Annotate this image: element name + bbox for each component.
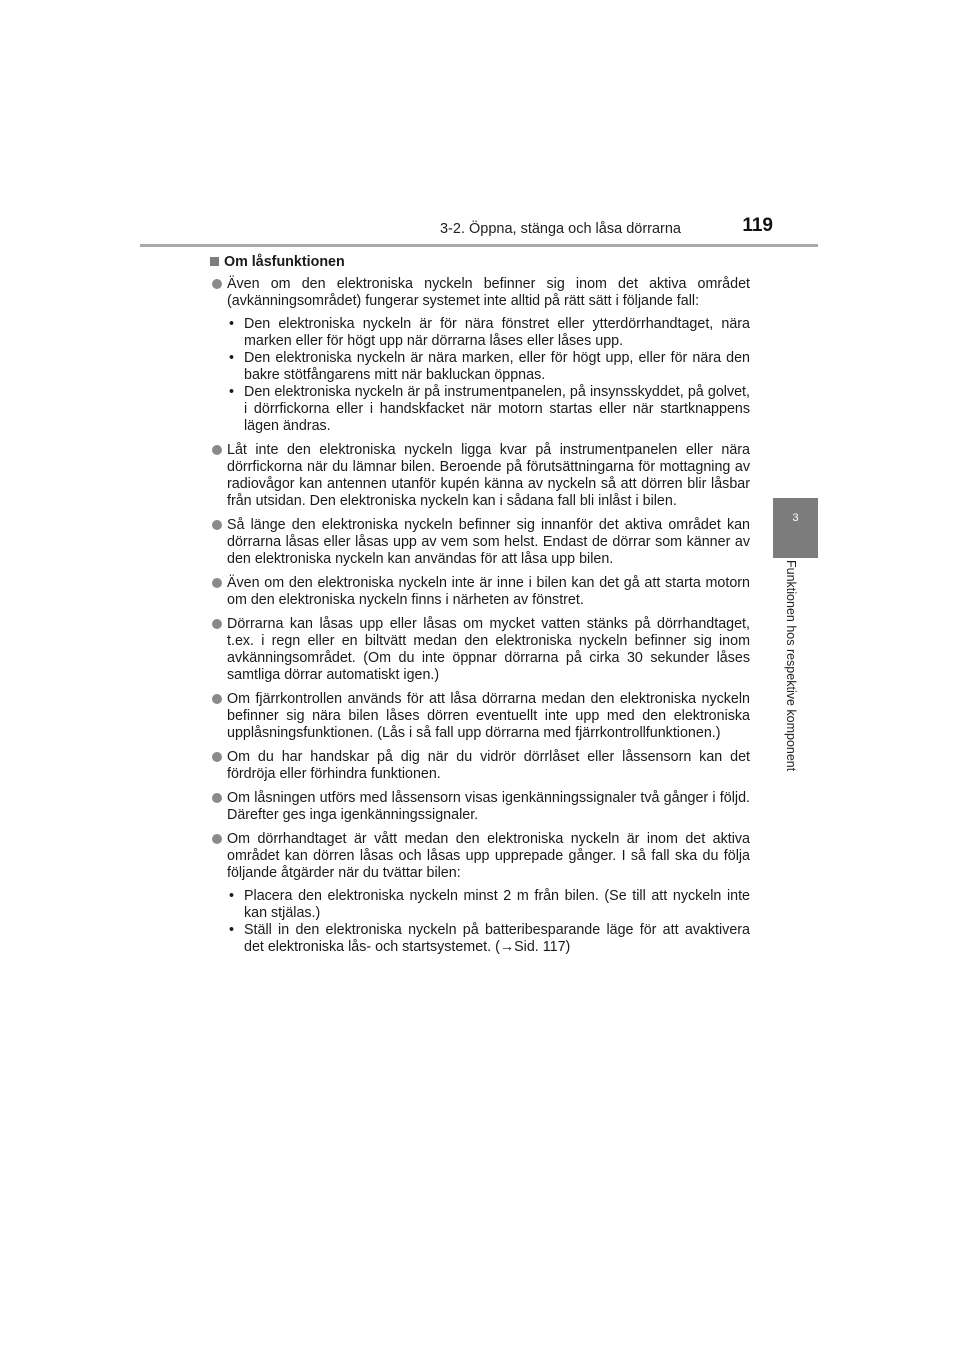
- square-bullet-icon: [210, 257, 219, 266]
- sub-list: [227, 888, 750, 956]
- list-item-text: Om du har handskar på dig när du vidrör dörrlåset eller låssensorn kan det fördröja eller förhindra funktionen.: [227, 749, 750, 782]
- header-divider: [140, 244, 818, 247]
- list-item: [210, 575, 750, 609]
- section-heading: [210, 254, 750, 271]
- list-item-text: Så länge den elektroniska nyckeln befinner sig innanför det aktiva området kan dörrarna låsas eller låsas upp av vem som helst. Endast de dörrar som känner av den elektroniska nyckeln kan användas för att låsa upp bilen.: [227, 517, 750, 567]
- list-item: [210, 276, 750, 435]
- sub-list-item: • Den elektroniska nyckeln är för nära fönstret eller ytterdörrhandtaget, nära marken eller för högt upp när dörrarna låses eller låses upp.: [227, 316, 750, 350]
- chapter-tab: [773, 498, 818, 558]
- list-item: [210, 616, 750, 684]
- list-item: [210, 749, 750, 783]
- list-item: [210, 790, 750, 824]
- circle-bullet-icon: [212, 578, 222, 588]
- circle-bullet-icon: [212, 752, 222, 762]
- circle-bullet-icon: [212, 694, 222, 704]
- list-item-text: Även om den elektroniska nyckeln inte är inne i bilen kan det gå att starta motorn om den elektroniska nyckeln finns i närheten av fönstret.: [227, 575, 750, 608]
- list-item: [210, 442, 750, 510]
- list-item-text: Även om den elektroniska nyckeln befinner sig inom det aktiva området (avkänningsområdet) fungerar systemet inte alltid på rätt sätt i följande fall:: [227, 276, 750, 309]
- section-title: 3-2. Öppna, stänga och låsa dörrarna: [439, 221, 681, 237]
- list-item-text: Låt inte den elektroniska nyckeln ligga kvar på instrumentpanelen eller nära dörrfickorna när du lämnar bilen. Beroende på förutsättningarna för mottagning av radiovågor kan antennen utanför kupén känna av nyckeln så att dörren blir låsbar från utsidan. Den elektroniska nyckeln kan i sådana fall bli inlåst i bilen.: [227, 442, 750, 509]
- list-item-text: Om dörrhandtaget är vått medan den elektroniska nyckeln är inom det aktiva området kan dörren låsas och låsas upp upprepade gånger. I så fall ska du följa följande åtgärder när du tvättar bilen:: [227, 831, 750, 881]
- heading-text: Om låsfunktionen: [224, 254, 345, 270]
- list-item: [210, 517, 750, 568]
- circle-bullet-icon: [212, 520, 222, 530]
- main-content: [210, 254, 750, 963]
- circle-bullet-icon: [212, 445, 222, 455]
- chapter-side-label: [784, 560, 808, 820]
- sub-list: [227, 316, 750, 435]
- list-item-text: Dörrarna kan låsas upp eller låsas om mycket vatten stänks på dörrhandtaget, t.ex. i regn eller en biltvätt medan den elektroniska nyckeln befinner sig inom avkänningsområdet. (Om du inte öppnar dörrarna på cirka 30 sekunder låses samtliga dörrar automatiskt igen.): [227, 616, 750, 683]
- sub-list-item: • Den elektroniska nyckeln är nära marken, eller för högt upp, eller för nära den bakre stötfångarens mitt när bakluckan öppnas.: [227, 350, 750, 384]
- sub-list-item: • Den elektroniska nyckeln är på instrumentpanelen, på insynsskyddet, på golvet, i dörrfickorna eller i handskfacket när motorn startas eller när startknappens lägen ändras.: [227, 384, 750, 435]
- circle-bullet-icon: [212, 793, 222, 803]
- list-item-text: Om låsningen utförs med låssensorn visas igenkänningssignaler två gånger i följd. Därefter ges inga igenkänningssignaler.: [227, 790, 750, 823]
- sub-list-item: • Placera den elektroniska nyckeln minst 2 m från bilen. (Se till att nyckeln inte kan stjälas.): [227, 888, 750, 922]
- list-item-text: Om fjärrkontrollen används för att låsa dörrarna medan den elektroniska nyckeln befinner sig nära bilen låses dörren eventuellt inte upp med den elektroniska upplåsningsfunktionen. (Lås i så fall upp dörrarna med fjärrkontrollfunktionen.): [227, 691, 750, 741]
- circle-bullet-icon: [212, 834, 222, 844]
- list-item: [210, 831, 750, 956]
- list-item: [210, 691, 750, 742]
- circle-bullet-icon: [212, 619, 222, 629]
- page-header: [140, 215, 818, 244]
- circle-bullet-icon: [212, 279, 222, 289]
- page-number: 119: [742, 215, 773, 236]
- chapter-label-text: Funktionen hos respektive komponent: [784, 560, 798, 772]
- sub-list-item: • Ställ in den elektroniska nyckeln på batteribesparande läge för att avaktivera det elektroniska lås- och startsystemet. (→Sid. 117): [227, 922, 750, 956]
- chapter-number: 3: [792, 512, 799, 524]
